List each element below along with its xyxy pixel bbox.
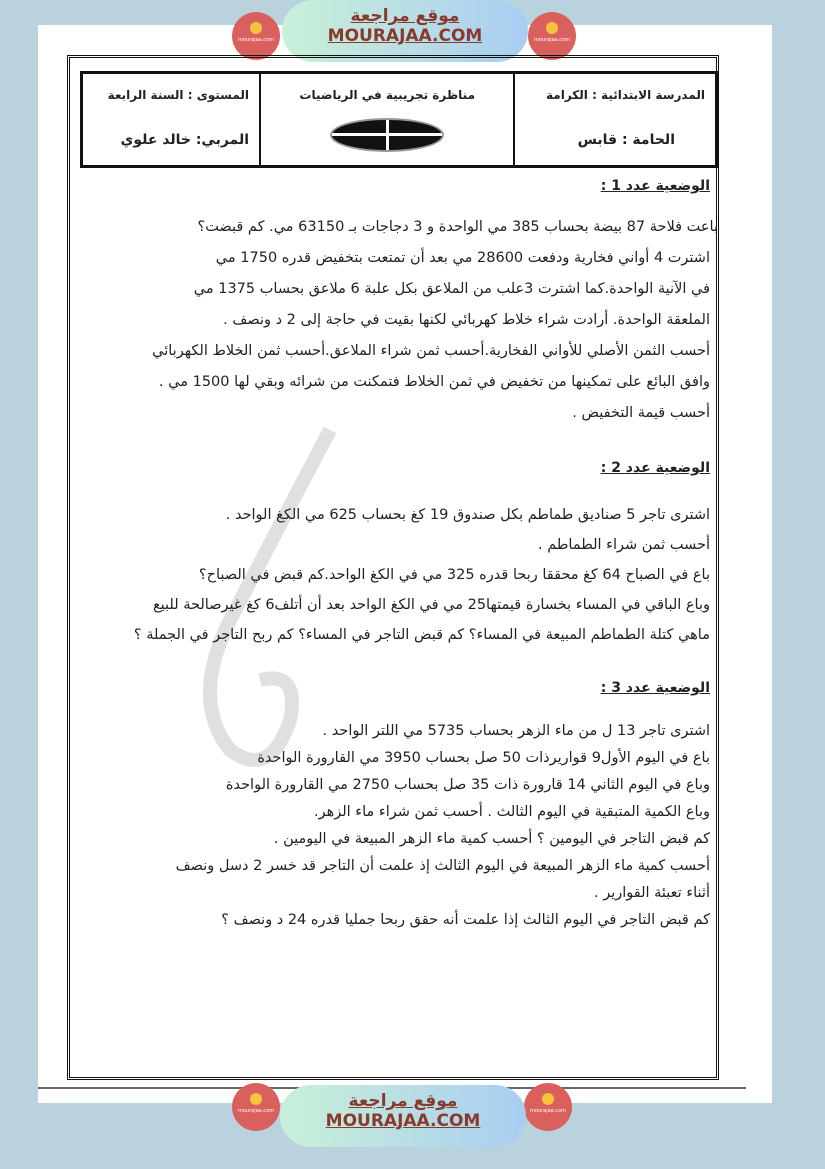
problem-line: أثناء تعبئة القوارير .: [593, 885, 710, 901]
section-title: الوضعية عدد 1 :: [600, 178, 710, 194]
header-title-cell: [259, 74, 513, 165]
header-teacher-cell: [83, 74, 259, 165]
section-title: الوضعية عدد 3 :: [600, 680, 710, 696]
problem-line: اشترت 4 أواني فخارية ودفعت 28600 مي بعد أن تمتعت بتخفيض قدره 1750 مي: [215, 250, 710, 266]
site-name-en: MOURAJAA.COM: [325, 1111, 481, 1131]
problem-line: في الآنية الواحدة.كما اشترت 3علب من الملاعق بكل علبة 6 ملاعق بحساب 1375 مي: [193, 281, 710, 297]
site-name-ar: موقع مراجعة: [350, 6, 460, 26]
site-badge-icon: mourajaa.com: [232, 1083, 280, 1131]
problem-section-2: [75, 460, 710, 650]
header-table: [80, 71, 718, 168]
problem-line: أحسب قيمة التخفيض .: [572, 405, 710, 421]
school-name: المدرسة الابتدائية : الكرامة: [546, 88, 705, 102]
problem-line: ماهي كتلة الطماطم المبيعة في المساء؟ كم قبض التاجر في المساء؟ كم ربح التاجر في الجملة ؟: [133, 627, 710, 643]
exam-title: مناظرة تجريبية في الرياضيات: [299, 88, 475, 102]
problem-line: اشترى تاجر 5 صناديق طماطم بكل صندوق 19 كغ بحساب 625 مي الكغ الواحد .: [225, 507, 710, 523]
problem-line: باع في اليوم الأول9 قواريرذات 50 صل بحساب 3950 مي القارورة الواحدة: [257, 750, 710, 766]
problem-line: باع في الصباح 64 كغ محققا ربحا قدره 325 مي في الكغ الواحد.كم قبض في الصباح؟: [198, 567, 710, 583]
site-banner-bottom[interactable]: [280, 1085, 526, 1147]
section-title: الوضعية عدد 2 :: [600, 460, 710, 476]
problem-line: أحسب كمية ماء الزهر المبيعة في اليوم الثالث إذ علمت أن التاجر قد خسر 2 دسل ونصف: [175, 858, 710, 874]
problem-line: وافق البائع على تمكينها من تخفيض في ثمن الخلاط فتمكنت من شرائه وبقي لها 1500 مي .: [158, 374, 710, 390]
problem-line: باعت فلاحة 87 بيضة بحساب 385 مي الواحدة و 3 دجاجات بـ 63150 مي. كم قبضت؟: [197, 219, 718, 235]
school-place: الحامة : قابس: [577, 132, 675, 148]
problem-line: الملعقة الواحدة. أرادت شراء خلاط كهربائي لكنها بقيت في حاجة إلى 2 د ونصف .: [223, 312, 710, 328]
site-badge-icon: mourajaa.com: [528, 12, 576, 60]
problem-section-3: [75, 680, 710, 934]
problem-line: اشترى تاجر 13 ل من ماء الزهر بحساب 5735 مي اللتر الواحد .: [322, 723, 710, 739]
site-name-ar: موقع مراجعة: [348, 1091, 458, 1111]
problem-line: وباع الكمية المتبقية في اليوم الثالث . أحسب ثمن شراء ماء الزهر.: [314, 804, 710, 820]
header-school-cell: [513, 74, 715, 165]
problem-line: وباع في اليوم الثاني 14 قارورة ذات 35 صل بحساب 2750 مي القارورة الواحدة: [225, 777, 710, 793]
problem-line: كم قبض التاجر في اليوم الثالث إذا علمت أنه حقق ربحا جمليا قدره 24 د ونصف ؟: [221, 912, 710, 928]
emblem-icon: [330, 118, 444, 152]
problem-line: أحسب الثمن الأصلي للأواني الفخارية.أحسب ثمن شراء الملاعق.أحسب ثمن الخلاط الكهربائي: [152, 343, 710, 359]
problem-line: وباع الباقي في المساء بخسارة قيمتها25 مي في الكغ الواحد بعد أن أتلف6 كغ غيرصالحة للبيع: [152, 597, 710, 613]
site-banner-top[interactable]: [282, 0, 528, 62]
problem-line: أحسب ثمن شراء الطماطم .: [538, 537, 710, 553]
grade-level: المستوى : السنة الرابعة: [107, 88, 249, 102]
site-badge-icon: mourajaa.com: [232, 12, 280, 60]
teacher-name: المربي: خالد علوي: [120, 132, 249, 148]
site-badge-icon: mourajaa.com: [524, 1083, 572, 1131]
site-name-en: MOURAJAA.COM: [327, 26, 483, 46]
problem-line: كم قبض التاجر في اليومين ؟ أحسب كمية ماء الزهر المبيعة في اليومين .: [273, 831, 710, 847]
problem-section-1: [75, 178, 718, 429]
